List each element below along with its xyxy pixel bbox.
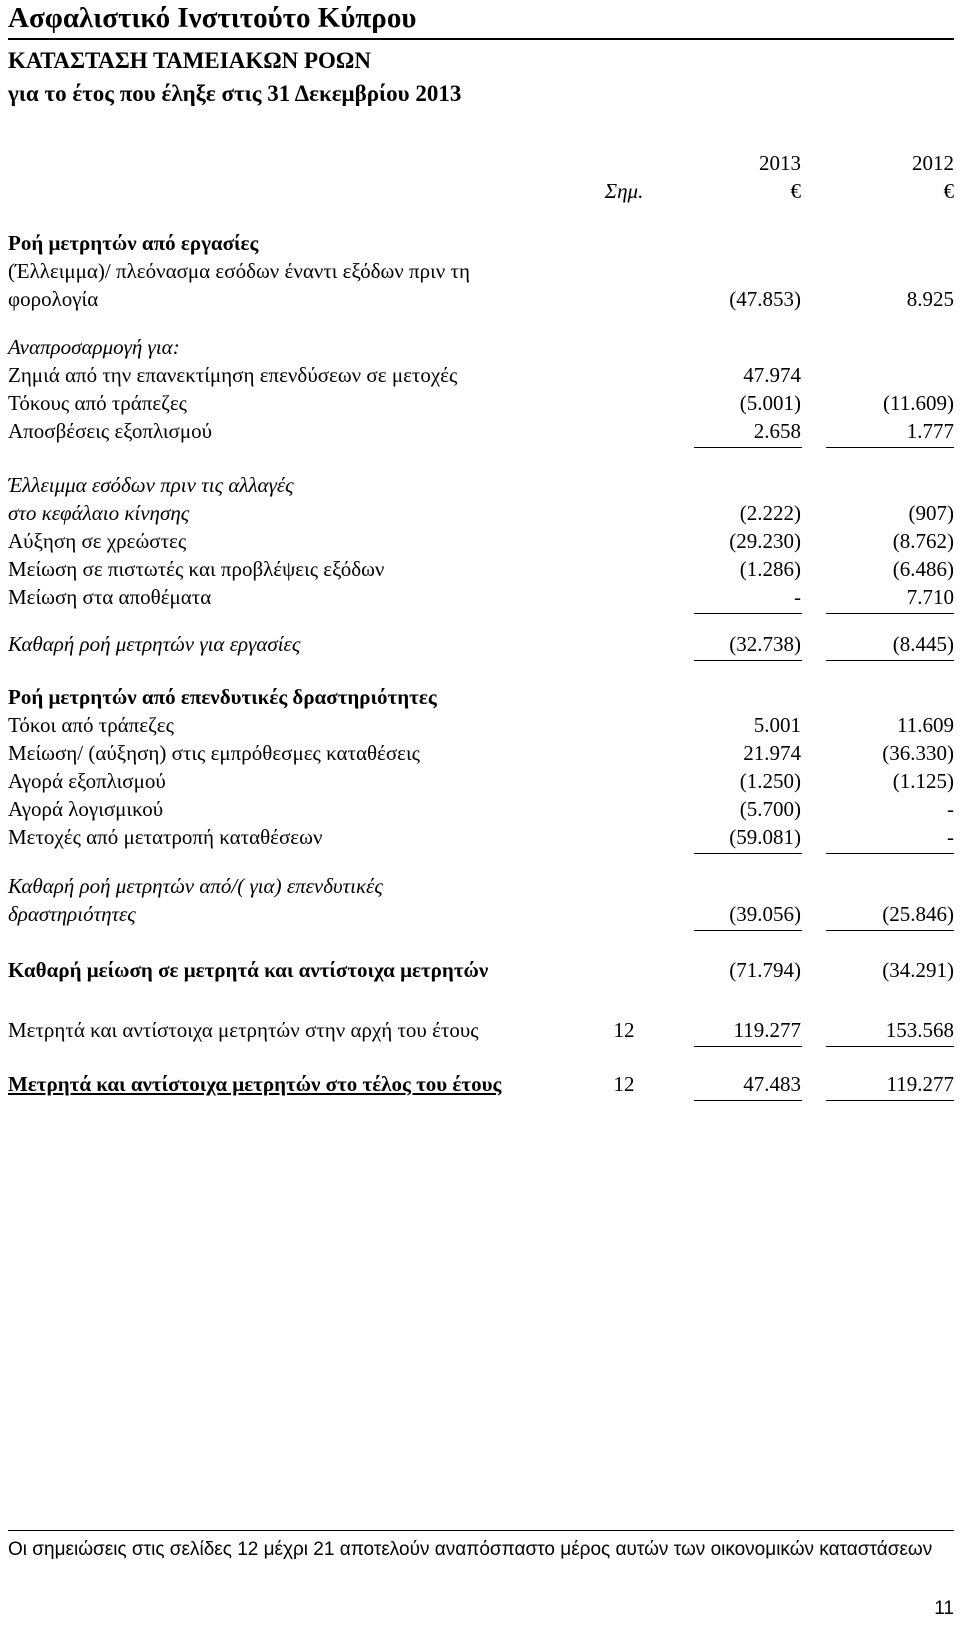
closing-cash-label: Μετρητά και αντίστοιχα μετρητών στο τέλος του έτους — [8, 1072, 502, 1096]
adjustment-2013: 2.658 — [753, 419, 801, 443]
header-rule — [8, 38, 954, 40]
subtotal-underline-2013 — [694, 853, 802, 854]
working-capital-2012: 7.710 — [906, 585, 954, 609]
investing-label: Αγορά εξοπλισμού — [8, 769, 166, 793]
operating-heading: Ροή μετρητών από εργασίες — [8, 231, 259, 255]
investing-heading: Ροή μετρητών από επενδυτικές δραστηριότητες — [8, 685, 437, 709]
operating-net-label: Καθαρή ροή μετρητών για εργασίες — [8, 632, 301, 656]
opening-cash-note: 12 — [613, 1018, 635, 1042]
deficit-label-line1: Έλλειμμα εσόδων πριν τις αλλαγές — [8, 473, 294, 497]
currency-current: € — [790, 179, 801, 203]
investing-net-label-line2: δραστηριότητες — [8, 902, 136, 926]
investing-net-2012: (25.846) — [882, 902, 954, 926]
adjustment-row — [0, 416, 960, 446]
adjustment-row — [0, 360, 960, 390]
closing-cash-2013: 47.483 — [743, 1072, 801, 1096]
surplus-2013: (47.853) — [729, 287, 801, 311]
working-capital-label: Αύξηση σε χρεώστες — [8, 529, 187, 553]
organization-name: Ασφαλιστικό Ινστιτούτο Κύπρου — [8, 2, 417, 34]
investing-2012: 11.609 — [897, 713, 954, 737]
working-capital-row — [0, 554, 960, 584]
net-decrease-row — [0, 955, 960, 985]
deficit-row — [0, 498, 960, 528]
deficit-label-line2: στο κεφάλαιο κίνησης — [8, 501, 190, 525]
investing-2012: - — [947, 797, 954, 821]
adjustments-heading-row — [0, 332, 960, 362]
investing-2013: (59.081) — [729, 825, 801, 849]
investing-2013: 5.001 — [753, 713, 801, 737]
investing-2013: (5.700) — [739, 797, 801, 821]
total-underline-2012 — [826, 930, 954, 931]
surplus-label-row — [0, 256, 960, 286]
subtotal-underline-2012 — [826, 1046, 954, 1047]
adjustment-label: Ζημιά από την επανεκτίμηση επενδύσεων σε μετοχές — [8, 363, 458, 387]
closing-cash-note: 12 — [613, 1072, 635, 1096]
adjustment-row — [0, 388, 960, 418]
closing-cash-2012: 119.277 — [886, 1072, 954, 1096]
investing-row — [0, 766, 960, 796]
investing-label: Αγορά λογισμικού — [8, 797, 164, 821]
adjustment-2012: (11.609) — [883, 391, 954, 415]
operating-net-row — [0, 629, 960, 659]
net-decrease-2012: (34.291) — [882, 958, 954, 982]
investing-2013: 21.974 — [743, 741, 801, 765]
adjustment-2012: 1.777 — [906, 419, 954, 443]
total-underline-2013 — [694, 930, 802, 931]
page-number: 11 — [934, 1598, 954, 1619]
surplus-2012: 8.925 — [906, 287, 954, 311]
operating-heading-row — [0, 228, 960, 258]
year-prior: 2012 — [912, 151, 954, 175]
total-underline-2013 — [694, 660, 802, 661]
deficit-label-row — [0, 470, 960, 500]
investing-2013: (1.250) — [739, 769, 801, 793]
total-underline-2012 — [826, 660, 954, 661]
investing-net-label-line1: Καθαρή ροή μετρητών από/( για) επενδυτικές — [8, 874, 383, 898]
opening-cash-label: Μετρητά και αντίστοιχα μετρητών στην αρχή του έτους — [8, 1018, 479, 1042]
net-decrease-2013: (71.794) — [729, 958, 801, 982]
surplus-label-line1: (Έλλειμμα)/ πλεόνασμα εσόδων έναντι εξόδων πριν τη — [8, 259, 470, 283]
subtotal-underline-2012 — [826, 613, 954, 614]
subtotal-underline-2013 — [694, 613, 802, 614]
total-double-underline-2013 — [694, 1100, 802, 1101]
investing-row — [0, 794, 960, 824]
working-capital-2012: (6.486) — [892, 557, 954, 581]
adjustment-2013: 47.974 — [743, 363, 801, 387]
operating-net-2012: (8.445) — [892, 632, 954, 656]
working-capital-row — [0, 526, 960, 556]
net-decrease-label: Καθαρή μείωση σε μετρητά και αντίστοιχα μετρητών — [8, 958, 489, 982]
investing-row — [0, 822, 960, 852]
investing-row — [0, 710, 960, 740]
subtotal-underline-2012 — [826, 853, 954, 854]
investing-2012: - — [947, 825, 954, 849]
investing-heading-row — [0, 682, 960, 712]
working-capital-2013: (1.286) — [739, 557, 801, 581]
opening-cash-2013: 119.277 — [733, 1018, 801, 1042]
closing-cash-row — [0, 1069, 960, 1099]
working-capital-2013: - — [794, 585, 801, 609]
adjustments-heading: Αναπροσαρμογή για: — [8, 335, 180, 359]
investing-label: Μείωση/ (αύξηση) στις εμπρόθεσμες καταθέσεις — [8, 741, 420, 765]
working-capital-2013: (29.230) — [729, 529, 801, 553]
investing-net-label-row — [0, 871, 960, 901]
subtotal-underline-2012 — [826, 447, 954, 448]
working-capital-2012: (8.762) — [892, 529, 954, 553]
working-capital-label: Μείωση στα αποθέματα — [8, 585, 212, 609]
investing-label: Μετοχές από μετατροπή καταθέσεων — [8, 825, 323, 849]
deficit-2012: (907) — [908, 501, 954, 525]
year-header-row — [0, 148, 960, 178]
investing-2012: (1.125) — [892, 769, 954, 793]
surplus-row — [0, 284, 960, 314]
statement-heading — [8, 44, 461, 110]
adjustment-label: Τόκους από τράπεζες — [8, 391, 187, 415]
opening-cash-2012: 153.568 — [885, 1018, 954, 1042]
year-current: 2013 — [759, 151, 801, 175]
footer-note: Οι σημειώσεις στις σελίδες 12 μέχρι 21 αποτελούν αναπόσπαστο μέρος αυτών των οικονομικών καταστάσεων — [8, 1539, 933, 1560]
investing-2012: (36.330) — [882, 741, 954, 765]
currency-header-row — [0, 176, 960, 206]
working-capital-row — [0, 582, 960, 612]
investing-row — [0, 738, 960, 768]
investing-net-2013: (39.056) — [729, 902, 801, 926]
investing-label: Τόκοι από τράπεζες — [8, 713, 174, 737]
operating-net-2013: (32.738) — [729, 632, 801, 656]
note-column-label: Σημ. — [604, 179, 644, 203]
working-capital-label: Μείωση σε πιστωτές και προβλέψεις εξόδων — [8, 557, 385, 581]
adjustment-2013: (5.001) — [739, 391, 801, 415]
total-double-underline-2012 — [826, 1100, 954, 1101]
surplus-label-line2: φορολογία — [8, 287, 99, 311]
statement-title: ΚΑΤΑΣΤΑΣΗ ΤΑΜΕΙΑΚΩΝ ΡΟΩΝ — [8, 48, 371, 73]
investing-net-row — [0, 899, 960, 929]
adjustment-label: Αποσβέσεις εξοπλισμού — [8, 419, 213, 443]
opening-cash-row — [0, 1015, 960, 1045]
currency-prior: € — [943, 179, 954, 203]
subtotal-underline-2013 — [694, 447, 802, 448]
subtotal-underline-2013 — [694, 1046, 802, 1047]
deficit-2013: (2.222) — [739, 501, 801, 525]
footer-rule — [8, 1530, 954, 1531]
statement-period: για το έτος που έληξε στις 31 Δεκεμβρίου 2013 — [8, 81, 462, 106]
